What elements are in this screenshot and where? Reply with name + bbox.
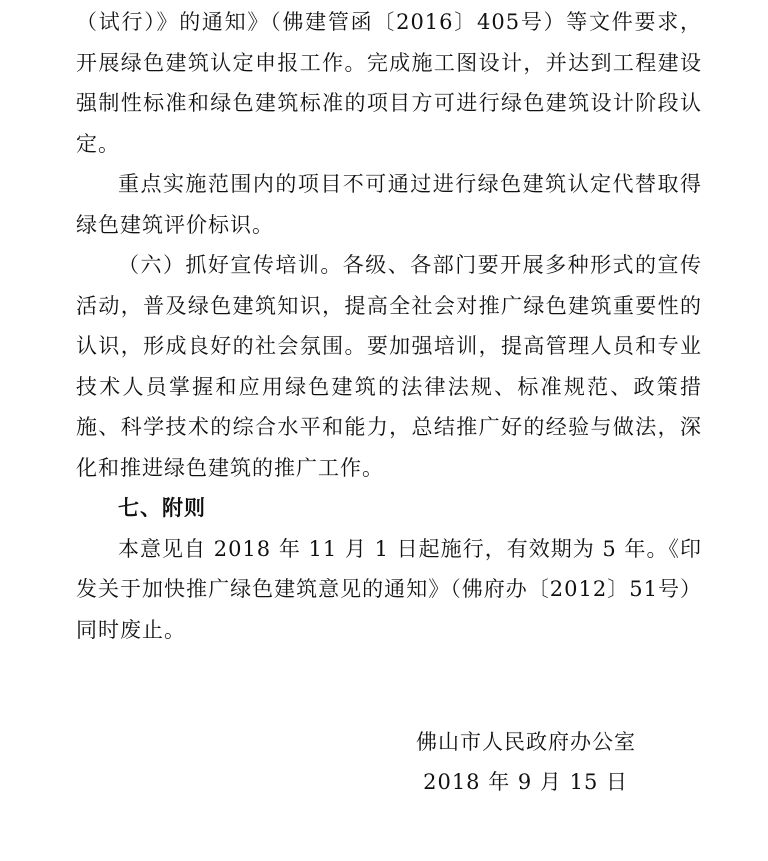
signature-date: 2018 年 9 月 15 日 xyxy=(423,770,628,794)
paragraph-continuation: （试行）》的通知》（佛建管函〔2016〕405号）等文件要求，开展绿色建筑认定申报工作。完成施工图设计，并达到工程建设强制性标准和绿色建筑标准的项目方可进行绿色建筑设计阶段认定。 xyxy=(76,10,702,156)
document-body xyxy=(76,0,702,650)
signature-organization: 佛山市人民政府办公室 xyxy=(416,730,636,754)
signature-block xyxy=(376,722,636,802)
paragraph-publicity-training: （六）抓好宣传培训。各级、各部门要开展多种形式的宣传活动，普及绿色建筑知识，提高全社会对推广绿色建筑重要性的认识，形成良好的社会氛围。要加强培训，提高管理人员和专业技术人员掌握和应用绿色建筑的法律法规、标准规范、政策措施、科学技术的综合水平和能力，总结推广好的经验与做法，深化和推进绿色建筑的推广工作。 xyxy=(76,253,702,480)
paragraph-key-scope: 重点实施范围内的项目不可通过进行绿色建筑认定代替取得绿色建筑评价标识。 xyxy=(76,172,702,237)
paragraph-effective-date: 本意见自 2018 年 11 月 1 日起施行，有效期为 5 年。《印发关于加快推广绿色建筑意见的通知》（佛府办〔2012〕51号）同时废止。 xyxy=(76,536,702,642)
section-heading-supplementary: 七、附则 xyxy=(118,496,206,520)
